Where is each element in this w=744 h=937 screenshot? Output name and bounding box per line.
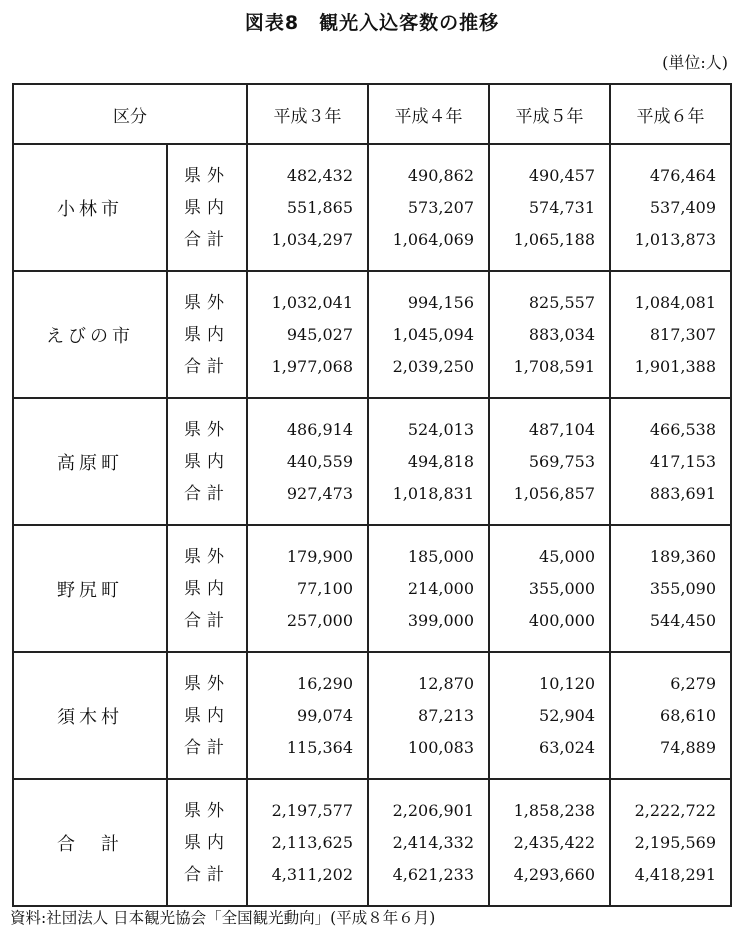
value: 87,213	[418, 705, 474, 725]
value: 945,027	[286, 324, 353, 344]
value-cell	[489, 779, 610, 906]
value: 77,100	[297, 578, 353, 598]
value: 45,000	[539, 546, 595, 566]
value: 573,207	[407, 197, 474, 217]
region-name: 小林市	[13, 144, 167, 271]
value: 400,000	[528, 610, 595, 630]
value-cell	[368, 779, 489, 906]
row-label: 合計	[184, 229, 230, 250]
value: 494,818	[407, 451, 474, 471]
region-name: 野尻町	[13, 525, 167, 652]
value-cell	[247, 144, 368, 271]
value: 115,364	[286, 737, 353, 757]
value: 2,206,901	[392, 800, 474, 820]
value: 551,865	[286, 197, 353, 217]
value-cell	[368, 398, 489, 525]
value: 2,222,722	[634, 800, 716, 820]
value: 574,731	[528, 197, 595, 217]
value: 927,473	[286, 483, 353, 503]
value: 440,559	[286, 451, 353, 471]
value: 2,435,422	[513, 832, 595, 852]
table-row	[13, 779, 731, 906]
value: 2,113,625	[271, 832, 353, 852]
value: 10,120	[539, 673, 595, 693]
value: 1,901,388	[634, 356, 716, 376]
value: 1,084,081	[634, 292, 716, 312]
value-cell	[247, 398, 368, 525]
value: 544,450	[649, 610, 716, 630]
value: 883,034	[528, 324, 595, 344]
value: 399,000	[407, 610, 474, 630]
value: 569,753	[528, 451, 595, 471]
value: 4,621,233	[392, 864, 474, 884]
row-label: 合計	[184, 610, 230, 631]
row-label: 県内	[184, 578, 230, 599]
header-year: 平成４年	[368, 84, 489, 144]
header-category: 区分	[13, 84, 247, 144]
value: 355,090	[649, 578, 716, 598]
value-cell	[489, 398, 610, 525]
row-label: 合計	[184, 483, 230, 504]
value: 487,104	[528, 419, 595, 439]
row-label: 県内	[184, 324, 230, 345]
row-label: 県外	[184, 673, 230, 694]
value: 1,065,188	[513, 229, 595, 249]
value: 476,464	[649, 165, 716, 185]
row-labels	[167, 271, 247, 398]
value-cell	[489, 144, 610, 271]
value: 6,279	[670, 673, 716, 693]
value: 179,900	[286, 546, 353, 566]
value: 63,024	[539, 737, 595, 757]
region-name: えびの市	[13, 271, 167, 398]
value: 825,557	[528, 292, 595, 312]
table-body	[13, 144, 731, 906]
header-year: 平成３年	[247, 84, 368, 144]
value: 486,914	[286, 419, 353, 439]
value: 817,307	[649, 324, 716, 344]
value-cell	[368, 271, 489, 398]
value: 4,293,660	[513, 864, 595, 884]
value: 1,032,041	[271, 292, 353, 312]
value-cell	[489, 271, 610, 398]
value: 185,000	[407, 546, 474, 566]
value: 2,414,332	[392, 832, 474, 852]
page-title: 図表8 観光入込客数の推移	[244, 12, 500, 34]
value: 68,610	[660, 705, 716, 725]
value-cell	[610, 271, 731, 398]
table-row	[13, 398, 731, 525]
value: 100,083	[407, 737, 474, 757]
value: 214,000	[407, 578, 474, 598]
value-cell	[247, 652, 368, 779]
row-label: 県外	[184, 546, 230, 567]
value: 2,197,577	[271, 800, 353, 820]
value: 355,000	[528, 578, 595, 598]
value: 1,064,069	[392, 229, 474, 249]
row-label: 県外	[184, 292, 230, 313]
row-label: 県内	[184, 705, 230, 726]
value: 524,013	[407, 419, 474, 439]
value: 99,074	[297, 705, 353, 725]
value-cell	[368, 144, 489, 271]
value-cell	[247, 525, 368, 652]
table-row	[13, 525, 731, 652]
row-labels	[167, 652, 247, 779]
tourism-table	[12, 83, 732, 907]
value: 12,870	[418, 673, 474, 693]
value-cell	[610, 779, 731, 906]
row-label: 県内	[184, 832, 230, 853]
row-label: 県内	[184, 197, 230, 218]
value: 883,691	[649, 483, 716, 503]
source-note: 資料:社団法人 日本観光協会「全国観光動向」(平成８年６月)	[10, 909, 436, 927]
value: 417,153	[649, 451, 716, 471]
value-cell	[610, 144, 731, 271]
value: 1,034,297	[271, 229, 353, 249]
value: 52,904	[539, 705, 595, 725]
row-labels	[167, 398, 247, 525]
row-label: 合計	[184, 864, 230, 885]
value: 1,018,831	[392, 483, 474, 503]
unit-label: (単位:人)	[662, 53, 728, 72]
value: 4,418,291	[634, 864, 716, 884]
value: 994,156	[407, 292, 474, 312]
row-label: 県外	[184, 419, 230, 440]
value: 2,195,569	[634, 832, 716, 852]
value-cell	[247, 271, 368, 398]
header-year: 平成６年	[610, 84, 731, 144]
value: 1,708,591	[513, 356, 595, 376]
value: 1,977,068	[271, 356, 353, 376]
value: 189,360	[649, 546, 716, 566]
row-label: 県内	[184, 451, 230, 472]
row-label: 県外	[184, 800, 230, 821]
region-name: 高原町	[13, 398, 167, 525]
region-name: 合 計	[13, 779, 167, 906]
header-year: 平成５年	[489, 84, 610, 144]
table-row	[13, 144, 731, 271]
value-cell	[610, 525, 731, 652]
value: 1,858,238	[513, 800, 595, 820]
value: 490,457	[528, 165, 595, 185]
value-cell	[610, 652, 731, 779]
region-name: 須木村	[13, 652, 167, 779]
value: 16,290	[297, 673, 353, 693]
value: 74,889	[660, 737, 716, 757]
value-cell	[489, 525, 610, 652]
value: 537,409	[649, 197, 716, 217]
value: 490,862	[407, 165, 474, 185]
row-label: 合計	[184, 737, 230, 758]
row-label: 県外	[184, 165, 230, 186]
table-row	[13, 271, 731, 398]
value: 257,000	[286, 610, 353, 630]
value: 1,013,873	[634, 229, 716, 249]
row-label: 合計	[184, 356, 230, 377]
value-cell	[247, 779, 368, 906]
row-labels	[167, 525, 247, 652]
table-row	[13, 652, 731, 779]
value-cell	[489, 652, 610, 779]
value: 4,311,202	[271, 864, 353, 884]
value: 1,056,857	[513, 483, 595, 503]
value-cell	[368, 525, 489, 652]
value: 2,039,250	[392, 356, 474, 376]
value: 482,432	[286, 165, 353, 185]
value-cell	[368, 652, 489, 779]
value: 466,538	[649, 419, 716, 439]
row-labels	[167, 144, 247, 271]
value-cell	[610, 398, 731, 525]
row-labels	[167, 779, 247, 906]
value: 1,045,094	[392, 324, 474, 344]
header-row	[13, 84, 731, 144]
